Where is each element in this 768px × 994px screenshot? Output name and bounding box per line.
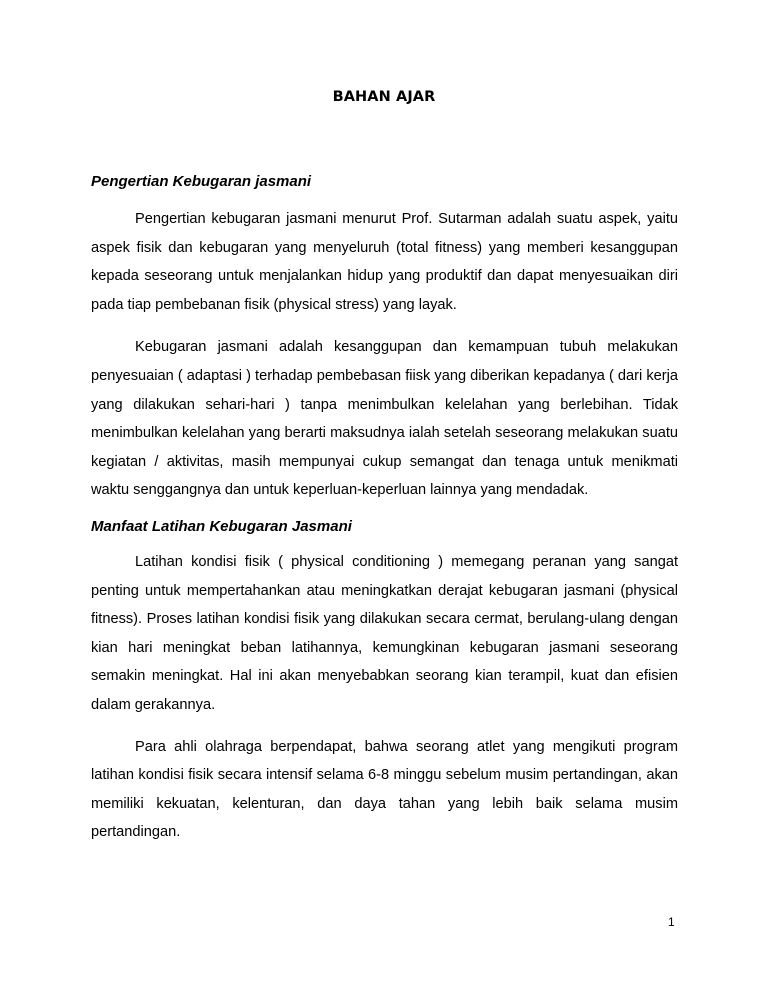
section-heading-manfaat: Manfaat Latihan Kebugaran Jasmani — [91, 517, 352, 535]
paragraph-ahli-olahraga: Para ahli olahraga berpendapat, bahwa seorang atlet yang mengikuti program latihan kondisi fisik secara intensif selama 6-8 minggu sebelum musim pertandingan, akan memiliki kekuatan, kelenturan, dan daya tahan yang lebih baik selama musim pertandingan. — [91, 738, 678, 841]
page-number: 1 — [668, 915, 675, 929]
document-body — [91, 170, 678, 847]
document-title: BAHAN AJAR — [332, 89, 436, 105]
paragraph-latihan-kondisi: Latihan kondisi fisik ( physical conditioning ) memegang peranan yang sangat penting untuk mempertahankan atau meningkatkan derajat kebugaran jasmani (physical fitness). Proses latihan kondisi fisik yang dilakukan secara cermat, berulang-ulang dengan kian hari meningkat beban latihannya, kemungkinan kebugaran jasmani seseorang semakin meningkat. Hal ini akan menyebabkan seorang kian terampil, kuat dan efisien dalam gerakannya. — [91, 553, 678, 713]
section-heading-pengertian: Pengertian Kebugaran jasmani — [91, 173, 312, 190]
paragraph-kebugaran-definition: Kebugaran jasmani adalah kesanggupan dan kemampuan tubuh melakukan penyesuaian ( adaptasi ) terhadap pembebasan fiisk yang diberikan kepadanya ( dari kerja yang dilakukan sehari-hari ) tanpa menimbulkan kelelahan yang berlebihan. Tidak menimbulkan kelelahan yang berarti maksudnya ialah setelah seseorang melakukan suatu kegiatan / aktivitas, masih mempunyai cukup semangat dan tenaga untuk menikmati waktu senggangnya dan untuk keperluan-keperluan lainnya yang mendadak. — [91, 339, 678, 499]
paragraph-pengertian-definition: Pengertian kebugaran jasmani menurut Prof. Sutarman adalah suatu aspek, yaitu aspek fisik dan kebugaran yang menyeluruh (total fitness) yang memberi kesanggupan kepada seseorang untuk menjalankan hidup yang produktif dan dapat menyesuaikan diri pada tiap pembebanan fisik (physical stress) yang layak. — [91, 211, 678, 313]
